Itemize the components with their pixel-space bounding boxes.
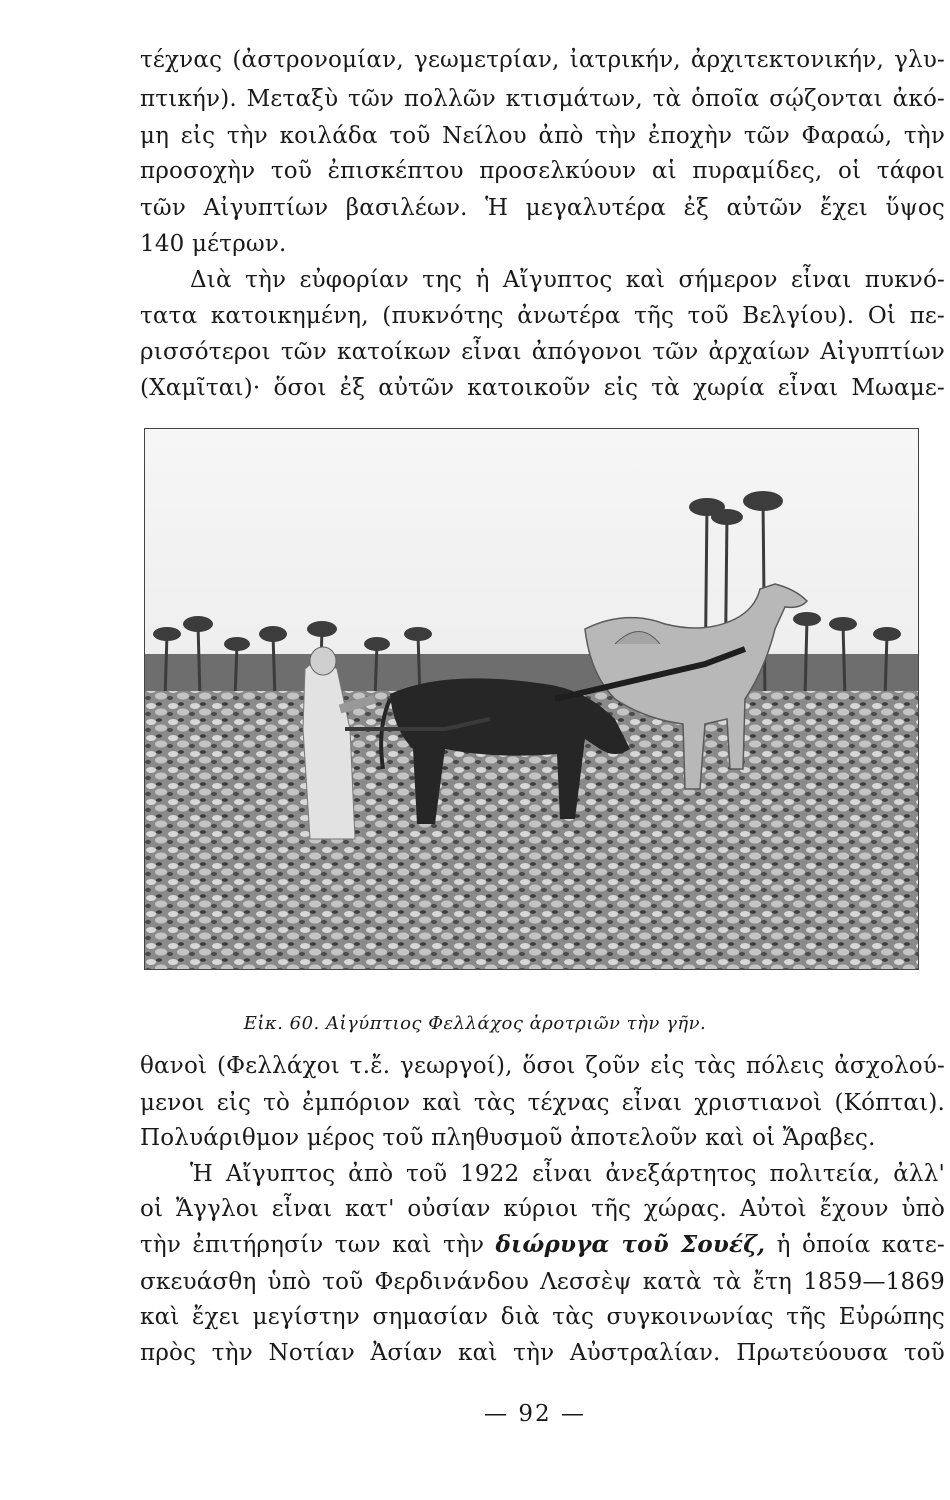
text-fragment: ἡ ὁποία κατε- — [765, 1232, 945, 1258]
suez-canal-emphasis: διώρυγα τοῦ Σουέζ, — [495, 1231, 766, 1258]
figure-caption: Εἰκ. 60. Αἰγύπτιος Φελλάχος ἀροτριῶν τὴν γῆν. — [243, 1013, 707, 1034]
text-line-with-emphasis — [140, 1229, 945, 1261]
page-number: — 92 — — [484, 1401, 586, 1427]
text-fragment: τὴν ἐπιτήρησίν των καὶ τὴν — [140, 1232, 496, 1258]
text-line: θανοὶ (Φελλάχοι τ.ἔ. γεωργοί), ὅσοι ζοῦν εἰς τὰς πόλεις ἀσχολού- — [140, 1053, 945, 1079]
text-line: πρὸς τὴν Νοτίαν Ἀσίαν καὶ τὴν Αὐστραλίαν. Πρωτεύουσα τοῦ — [140, 1340, 945, 1366]
text-line: οἱ Ἄγγλοι εἶναι κατ' οὐσίαν κύριοι τῆς χώρας. Αὐτοὶ ἔχουν ὑπὸ — [140, 1196, 945, 1222]
text-line: 140 μέτρων. — [140, 231, 287, 257]
text-line: ρισσότεροι τῶν κατοίκων εἶναι ἀπόγονοι τῶν ἀρχαίων Αἰγυπτίων — [140, 339, 945, 365]
text-line: καὶ ἔχει μεγίστην σημασίαν διὰ τὰς συγκοινωνίας τῆς Εὐρώπης — [140, 1304, 945, 1330]
text-line: σκευάσθη ὑπὸ τοῦ Φερδινάνδου Λεσσὲψ κατὰ τὰ ἔτη 1859—1869 — [140, 1269, 945, 1295]
text-line: Πολυάριθμον μέρος τοῦ πληθυσμοῦ ἀποτελοῦν καὶ οἱ Ἄραβες. — [140, 1125, 876, 1151]
text-line: μη εἰς τὴν κοιλάδα τοῦ Νείλου ἀπὸ τὴν ἐποχὴν τῶν Φαραώ, τὴν — [140, 123, 945, 149]
figure-photograph — [144, 428, 919, 970]
text-line: πτικήν). Μεταξὺ τῶν πολλῶν κτισμάτων, τὰ ὁποῖα σῴζονται ἀκό- — [140, 86, 945, 112]
text-line: μενοι εἰς τὸ ἐμπόριον καὶ τὰς τέχνας εἶναι χριστιανοὶ (Κόπται). — [140, 1090, 945, 1116]
text-line: τῶν Αἰγυπτίων βασιλέων. Ἡ μεγαλυτέρα ἐξ αὐτῶν ἔχει ὕψος — [140, 195, 945, 221]
text-line: τέχνας (ἀστρονομίαν, γεωμετρίαν, ἰατρικήν, ἀρχιτεκτονικήν, γλυ- — [140, 47, 945, 73]
text-line: προσοχὴν τοῦ ἐπισκέπτου προσελκύουν αἱ πυραμίδες, οἱ τάφοι — [140, 158, 945, 184]
text-line: τατα κατοικημένη, (πυκνότης ἀνωτέρα τῆς τοῦ Βελγίου). Οἱ πε- — [140, 303, 945, 329]
text-line: Διὰ τὴν εὐφορίαν της ἡ Αἴγυπτος καὶ σήμερον εἶναι πυκνό- — [190, 267, 945, 293]
text-line: Ἡ Αἴγυπτος ἀπὸ τοῦ 1922 εἶναι ἀνεξάρτητος πολιτεία, ἀλλ' — [190, 1161, 945, 1187]
text-line: (Χαμῖται)· ὅσοι ἐξ αὐτῶν κατοικοῦν εἰς τὰ χωρία εἶναι Μωαμε- — [140, 375, 945, 401]
